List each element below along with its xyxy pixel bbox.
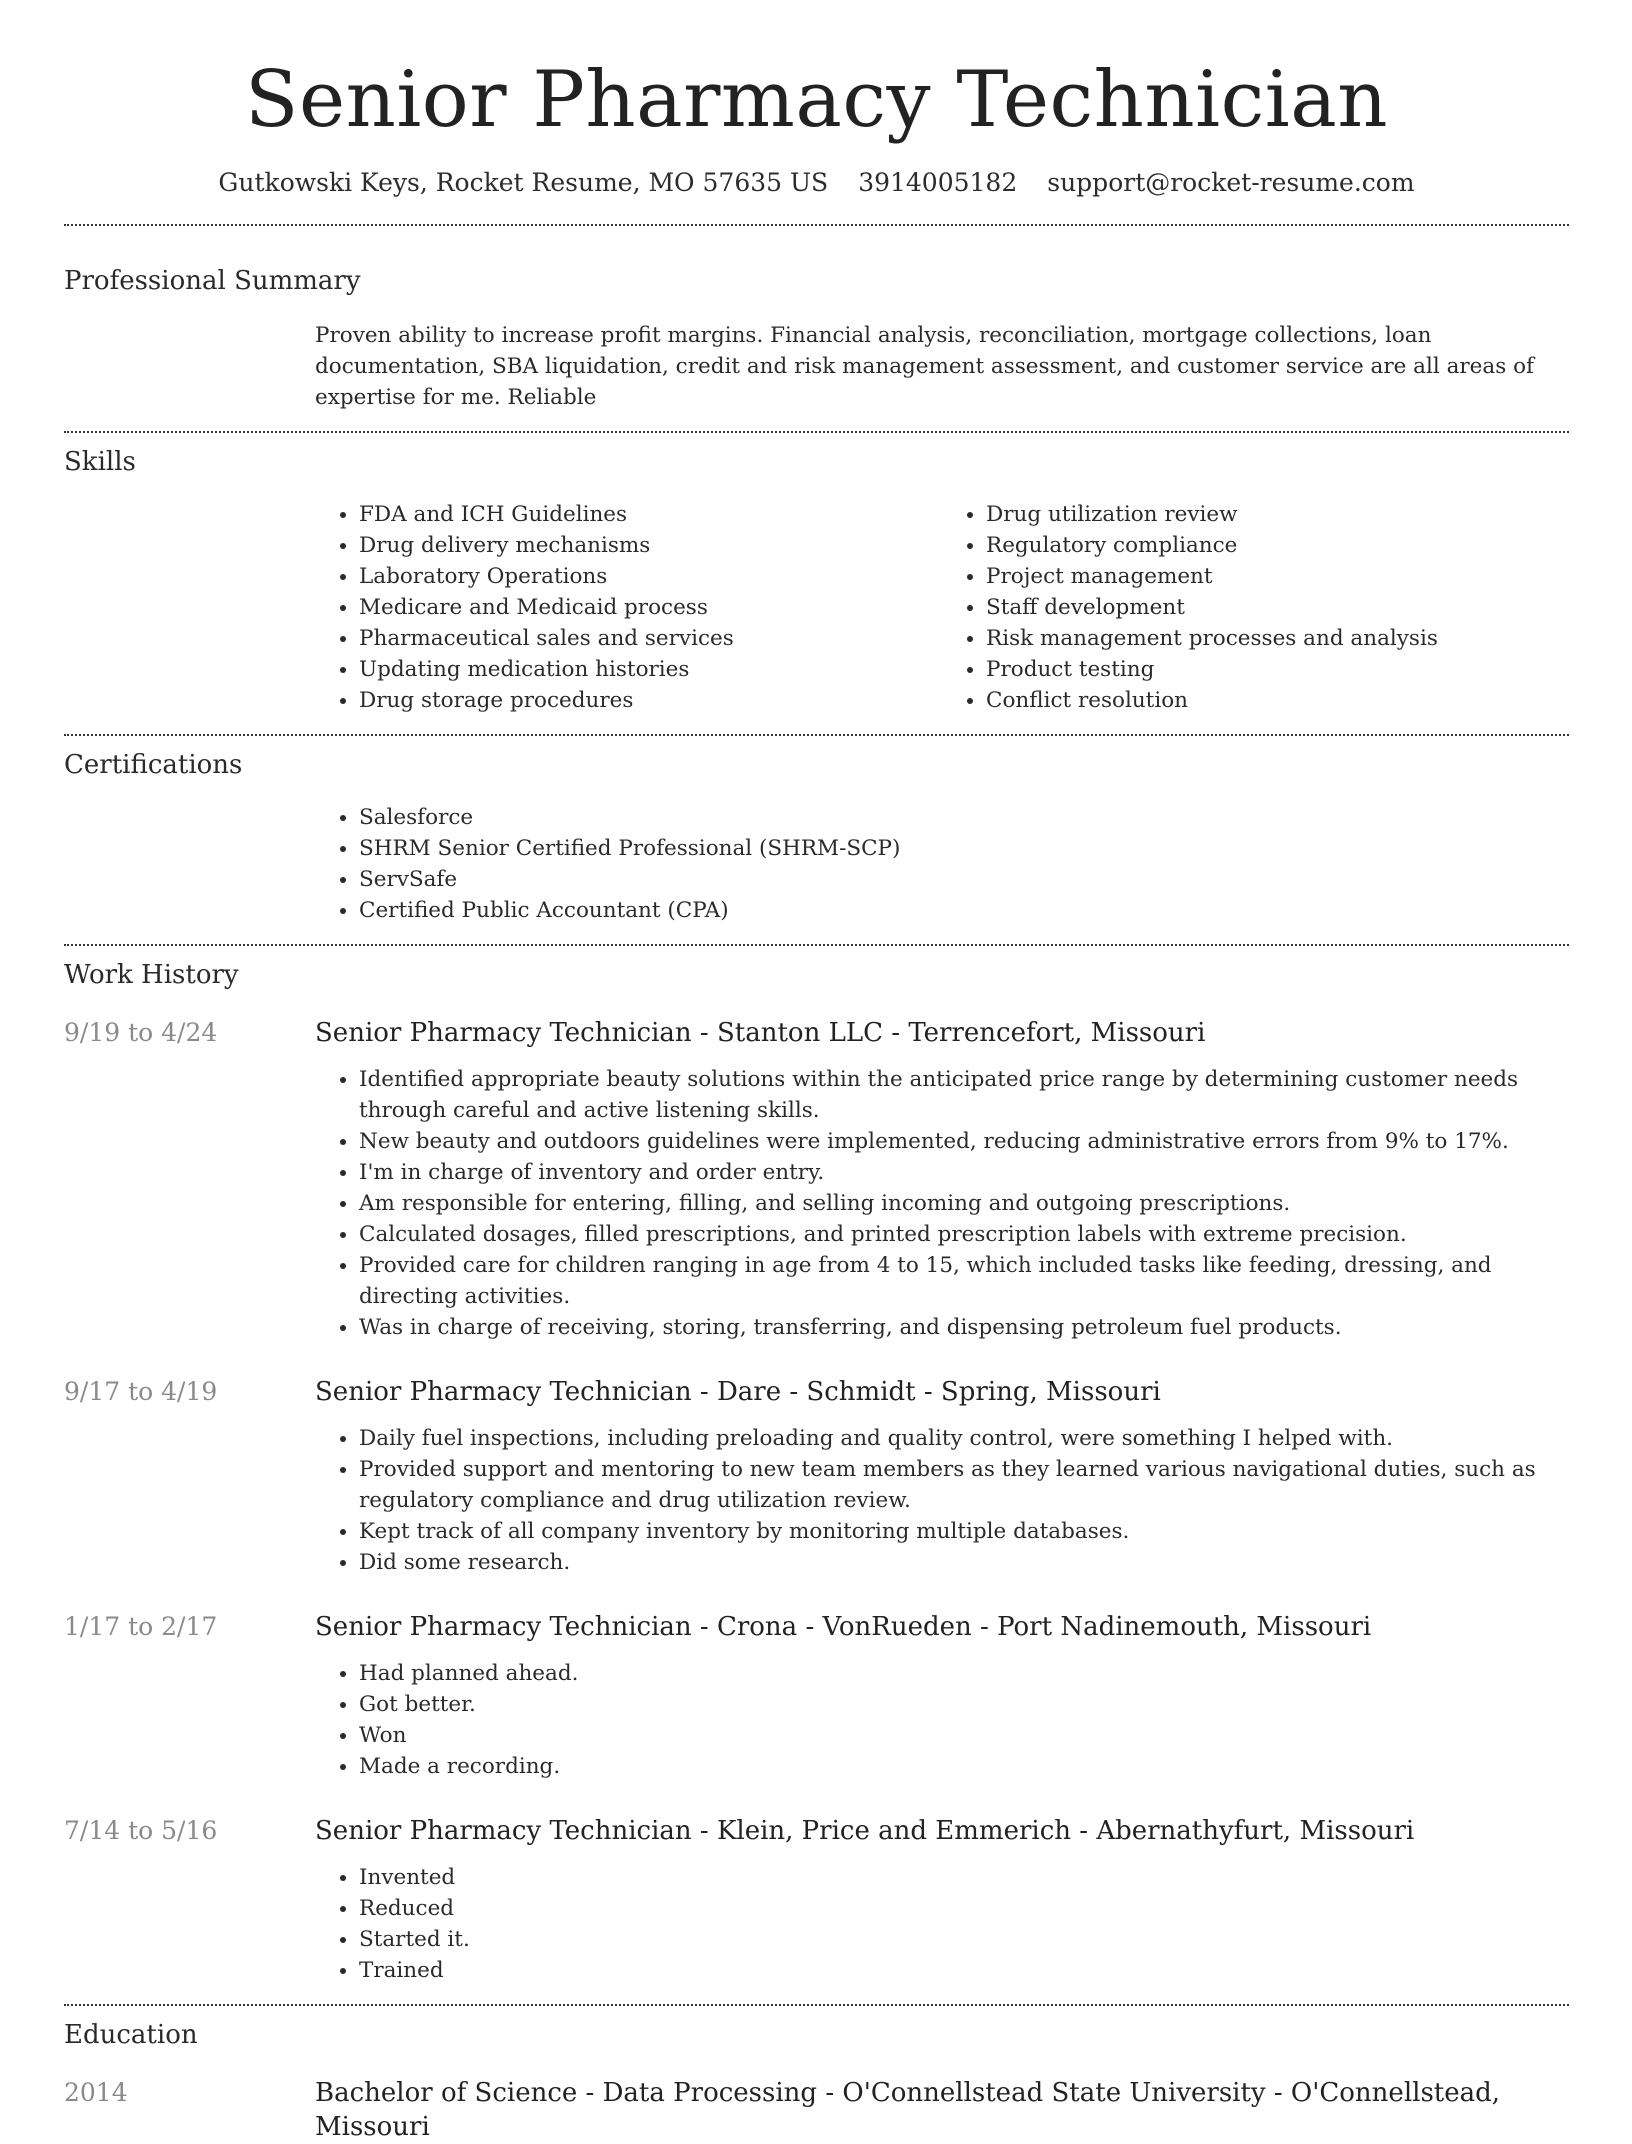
list-item: • Drug utilization review xyxy=(986,499,1569,530)
job-entry xyxy=(64,1016,1569,1343)
education-title: Education xyxy=(64,2020,198,2050)
certifications-title: Certifications xyxy=(64,750,243,780)
summary-title: Professional Summary xyxy=(64,266,361,296)
list-item: • Staff development xyxy=(986,592,1569,623)
list-item: • Provided care for children ranging in age from 4 to 15, which included tasks like feeding, dressing, and directing activities. xyxy=(359,1250,1569,1312)
list-item: • Salesforce xyxy=(359,802,1569,833)
list-item: • FDA and ICH Guidelines xyxy=(359,499,942,530)
list-item: • Conflict resolution xyxy=(986,685,1569,716)
skills-title: Skills xyxy=(64,447,136,477)
divider xyxy=(64,431,1569,433)
resume-page xyxy=(64,0,1569,2144)
divider xyxy=(64,944,1569,946)
job-date: 7/14 to 5/16 xyxy=(64,1816,218,1845)
list-item: • Project management xyxy=(986,561,1569,592)
list-item: • Laboratory Operations xyxy=(359,561,942,592)
list-item: • Trained xyxy=(359,1955,1569,1986)
list-item: • Provided support and mentoring to new team members as they learned various navigational duties, such as regulatory compliance and drug utilization review. xyxy=(359,1454,1569,1516)
contact-line xyxy=(64,166,1569,200)
list-item: • Made a recording. xyxy=(359,1751,1569,1782)
job-date: 9/19 to 4/24 xyxy=(64,1018,218,1047)
work-section xyxy=(64,958,1569,1986)
contact-address: Gutkowski Keys, Rocket Resume, MO 57635 US xyxy=(218,168,829,197)
divider xyxy=(64,224,1569,226)
summary-text: Proven ability to increase profit margins. Financial analysis, reconciliation, mortgage collections, loan documentation, SBA liquidation, credit and risk management assessment, and customer service are all areas of expertise for me. Reliable xyxy=(315,323,1534,410)
list-item: • Certified Public Accountant (CPA) xyxy=(359,895,1569,926)
list-item: • Was in charge of receiving, storing, transferring, and dispensing petroleum fuel products. xyxy=(359,1312,1569,1343)
job-bullets xyxy=(315,1658,1569,1782)
list-item: • Had planned ahead. xyxy=(359,1658,1569,1689)
education-section xyxy=(64,2018,1569,2144)
divider xyxy=(64,2004,1569,2006)
list-item: • Started it. xyxy=(359,1924,1569,1955)
divider xyxy=(64,734,1569,736)
job-bullets xyxy=(315,1423,1569,1578)
contact-phone: 3914005182 xyxy=(858,168,1018,197)
list-item: • Product testing xyxy=(986,654,1569,685)
education-entry xyxy=(64,2076,1569,2144)
skills-list-left xyxy=(315,499,942,716)
job-title: Senior Pharmacy Technician - Stanton LLC - Terrencefort, Missouri xyxy=(315,1018,1206,1048)
list-item: • Medicare and Medicaid process xyxy=(359,592,942,623)
list-item: • Risk management processes and analysis xyxy=(986,623,1569,654)
certifications-list xyxy=(315,802,1569,926)
job-entry xyxy=(64,1814,1569,1986)
list-item: • Regulatory compliance xyxy=(986,530,1569,561)
skills-grid xyxy=(315,499,1569,716)
job-date: 9/17 to 4/19 xyxy=(64,1377,218,1406)
certifications-body xyxy=(315,802,1569,926)
job-bullets xyxy=(315,1862,1569,1986)
education-date: 2014 xyxy=(64,2078,128,2107)
job-title: Senior Pharmacy Technician - Dare - Schmidt - Spring, Missouri xyxy=(315,1377,1161,1407)
job-bullets xyxy=(315,1064,1569,1343)
list-item: • Identified appropriate beauty solutions within the anticipated price range by determining customer needs through careful and active listening skills. xyxy=(359,1064,1569,1126)
list-item: • Updating medication histories xyxy=(359,654,942,685)
list-item: • Did some research. xyxy=(359,1547,1569,1578)
list-item: • Invented xyxy=(359,1862,1569,1893)
job-title: Senior Pharmacy Technician - Klein, Price and Emmerich - Abernathyfurt, Missouri xyxy=(315,1816,1415,1846)
job-entry xyxy=(64,1610,1569,1782)
skills-list-right xyxy=(942,499,1569,716)
list-item: • Pharmaceutical sales and services xyxy=(359,623,942,654)
list-item: • SHRM Senior Certified Professional (SHRM-SCP) xyxy=(359,833,1569,864)
job-entry xyxy=(64,1375,1569,1578)
list-item: • Kept track of all company inventory by monitoring multiple databases. xyxy=(359,1516,1569,1547)
list-item: • New beauty and outdoors guidelines were implemented, reducing administrative errors from 9% to 17%. xyxy=(359,1126,1569,1157)
job-title: Senior Pharmacy Technician - Crona - VonRueden - Port Nadinemouth, Missouri xyxy=(315,1612,1372,1642)
list-item: • Won xyxy=(359,1720,1569,1751)
work-title: Work History xyxy=(64,960,239,990)
list-item: • Daily fuel inspections, including preloading and quality control, were something I helped with. xyxy=(359,1423,1569,1454)
skills-section xyxy=(64,445,1569,716)
contact-email: support@rocket-resume.com xyxy=(1047,168,1415,197)
list-item: • Drug delivery mechanisms xyxy=(359,530,942,561)
summary-section xyxy=(64,264,1569,413)
certifications-section xyxy=(64,748,1569,926)
list-item: • ServSafe xyxy=(359,864,1569,895)
list-item: • Drug storage procedures xyxy=(359,685,942,716)
list-item: • Calculated dosages, filled prescriptions, and printed prescription labels with extreme precision. xyxy=(359,1219,1569,1250)
job-date: 1/17 to 2/17 xyxy=(64,1612,218,1641)
list-item: • Got better. xyxy=(359,1689,1569,1720)
list-item: • I'm in charge of inventory and order entry. xyxy=(359,1157,1569,1188)
education-title-line: Bachelor of Science - Data Processing - O'Connellstead State University - O'Connellstead, Missouri xyxy=(315,2078,1501,2142)
list-item: • Reduced xyxy=(359,1893,1569,1924)
resume-name: Senior Pharmacy Technician xyxy=(245,55,1388,145)
list-item: • Am responsible for entering, filling, and selling incoming and outgoing prescriptions. xyxy=(359,1188,1569,1219)
